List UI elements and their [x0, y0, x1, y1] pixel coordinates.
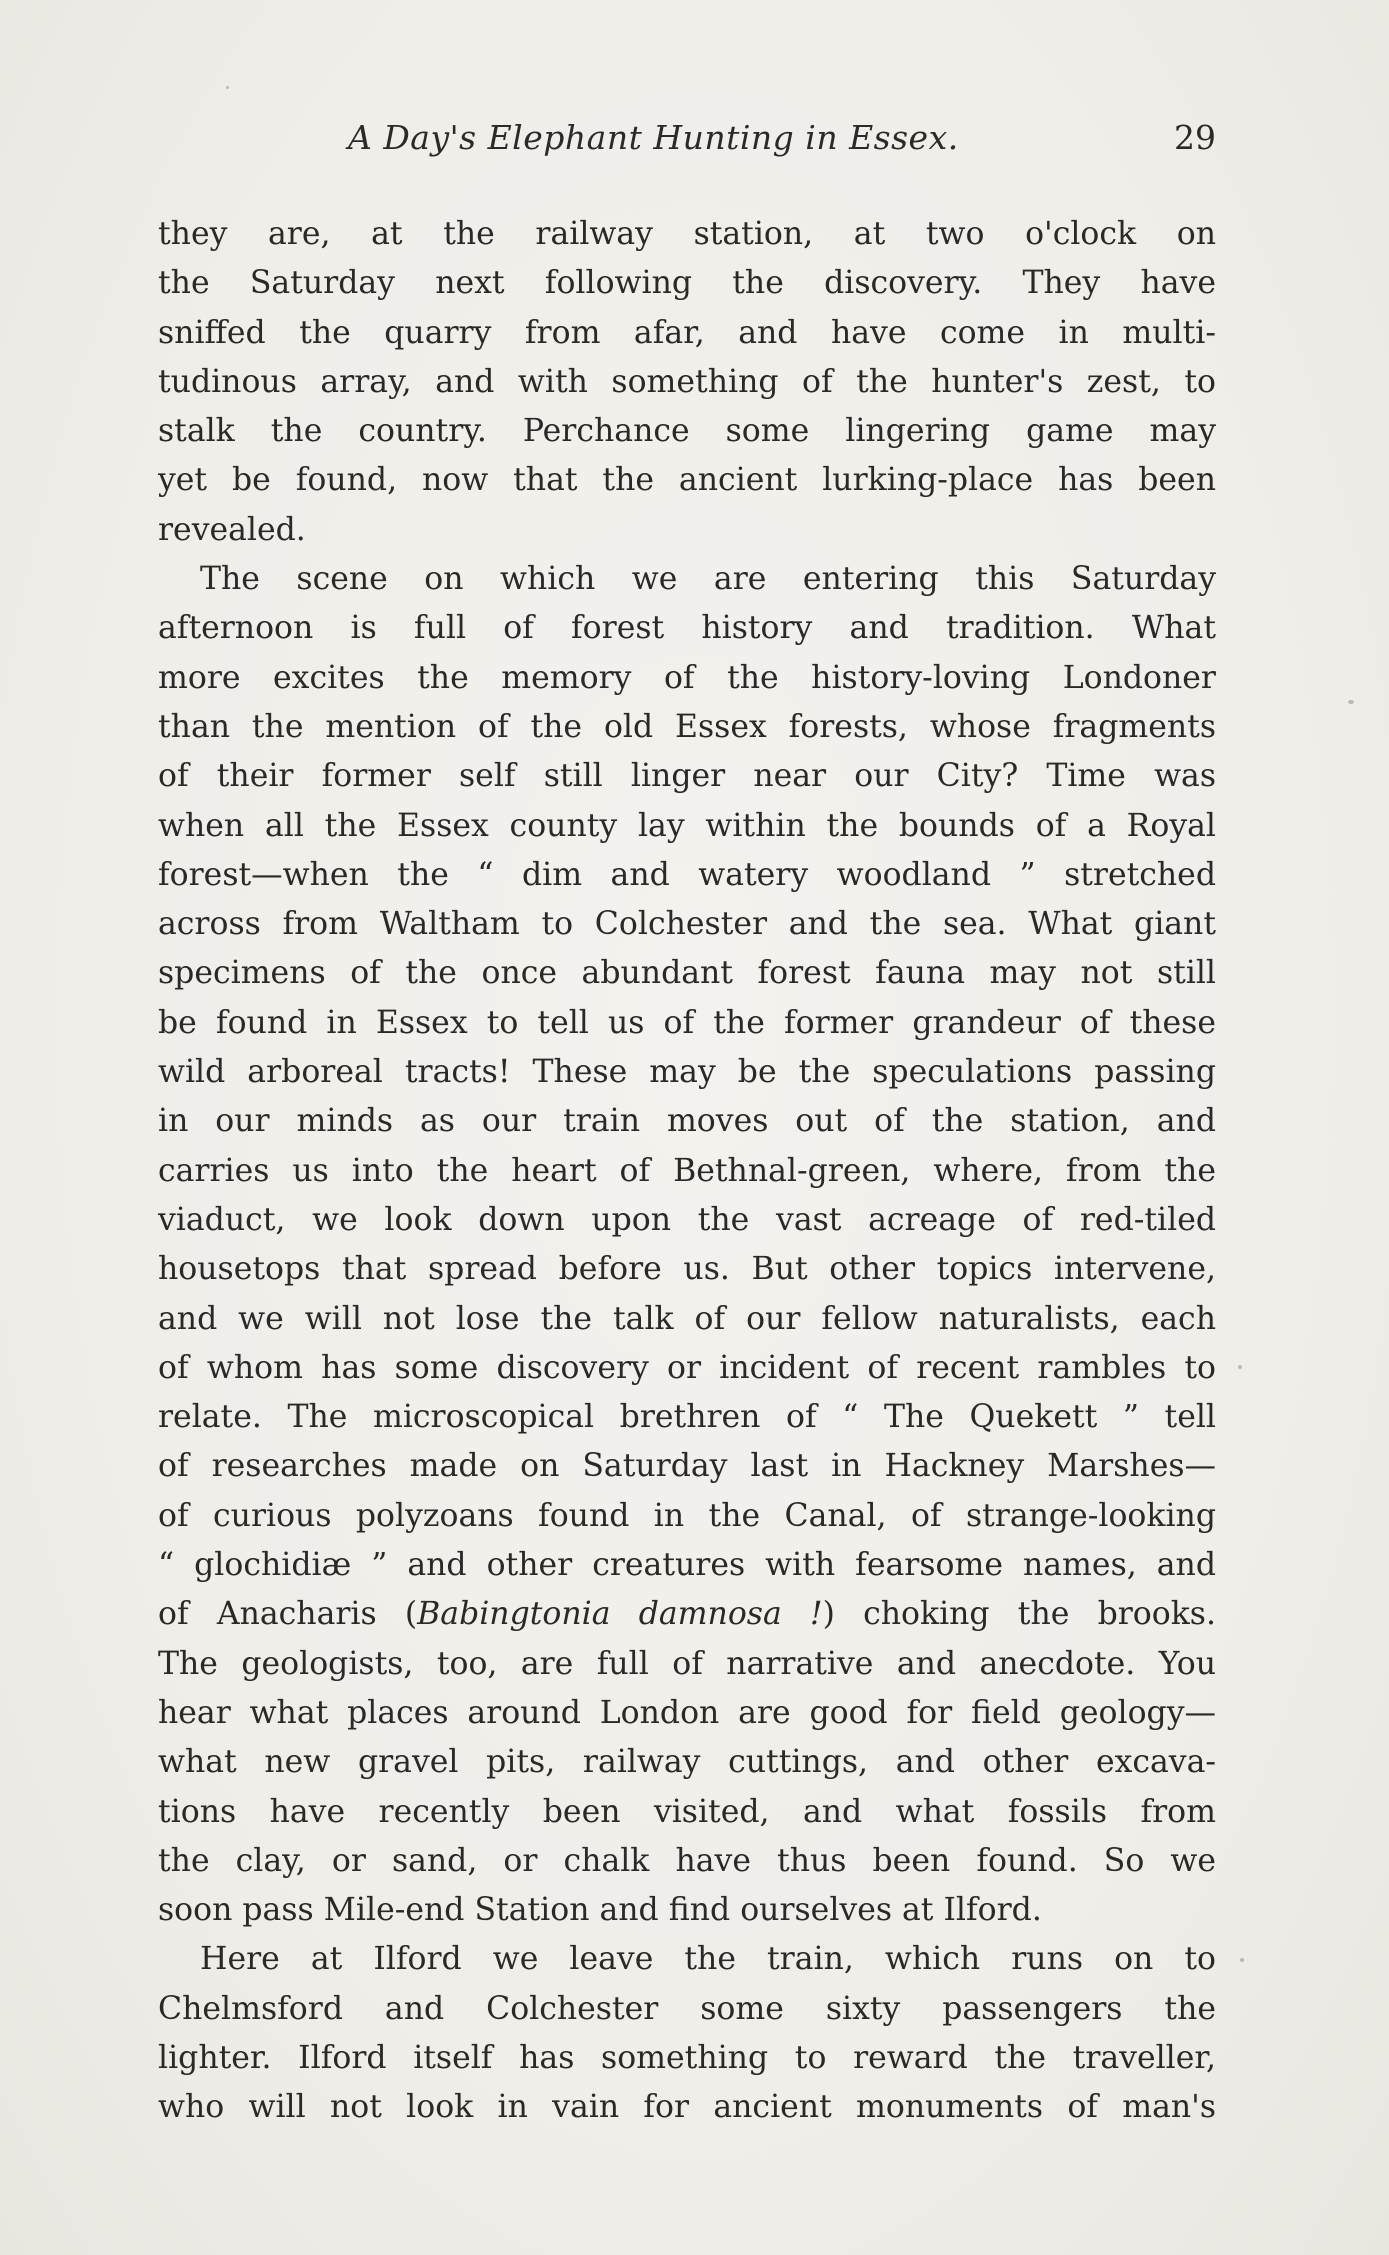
- line-italic-text: Babingtonia damnosa !: [417, 1596, 823, 1633]
- line-text: than the mention of the old Essex forests, whose fragments: [158, 708, 1216, 745]
- body-text: [158, 210, 1216, 2133]
- print-speck: [1240, 1958, 1244, 1962]
- text-line: [158, 1985, 1216, 2034]
- line-text: of their former self still linger near our City? Time was: [158, 758, 1216, 795]
- line-text: wild arboreal tracts! These may be the speculations passing: [158, 1054, 1216, 1091]
- text-line: [158, 1442, 1216, 1491]
- line-text: The scene on which we are entering this Saturday: [200, 561, 1216, 598]
- text-line: [158, 900, 1216, 949]
- line-text: and we will not lose the talk of our fellow naturalists, each: [158, 1300, 1216, 1337]
- text-line: [158, 259, 1216, 308]
- line-text: forest—when the “ dim and watery woodland ” stretched: [158, 856, 1216, 893]
- line-text: in our minds as our train moves out of the station, and: [158, 1103, 1216, 1140]
- text-line: [158, 358, 1216, 407]
- print-speck: [226, 86, 229, 89]
- line-text: lighter. Ilford itself has something to reward the traveller,: [158, 2039, 1216, 2076]
- line-text: Chelmsford and Colchester some sixty passengers the: [158, 1990, 1216, 2027]
- text-line: [158, 604, 1216, 653]
- text-line: [158, 1295, 1216, 1344]
- text-line: [158, 407, 1216, 456]
- line-text: when all the Essex county lay within the bounds of a Royal: [158, 807, 1216, 844]
- line-text: revealed.: [158, 511, 306, 548]
- running-head: [158, 118, 1216, 178]
- line-text: across from Waltham to Colchester and the sea. What giant: [158, 906, 1216, 943]
- line-text: The geologists, too, are full of narrative and anecdote. You: [158, 1645, 1216, 1682]
- text-line: [158, 309, 1216, 358]
- text-line: [158, 1541, 1216, 1590]
- text-line: [158, 1344, 1216, 1393]
- text-line: [158, 1590, 1216, 1639]
- line-text: Here at Ilford we leave the train, which runs on to: [200, 1941, 1216, 1978]
- text-line: [158, 2083, 1216, 2132]
- line-text: specimens of the once abundant forest fauna may not still: [158, 955, 1216, 992]
- text-line: [158, 1689, 1216, 1738]
- running-title: A Day's Elephant Hunting in Essex.: [348, 118, 959, 157]
- text-line: [158, 1837, 1216, 1886]
- line-text: be found in Essex to tell us of the former grandeur of these: [158, 1004, 1216, 1041]
- line-text: tions have recently been visited, and what fossils from: [158, 1793, 1216, 1830]
- page-number: 29: [1174, 118, 1216, 157]
- line-text: they are, at the railway station, at two o'clock on: [158, 216, 1216, 252]
- line-text: carries us into the heart of Bethnal-green, where, from the: [158, 1152, 1216, 1189]
- text-line: [158, 1788, 1216, 1837]
- text-line: [158, 1886, 1216, 1935]
- line-text: “ glochidiæ ” and other creatures with fearsome names, and: [158, 1547, 1216, 1584]
- line-text: the Saturday next following the discovery. They have: [158, 265, 1216, 302]
- line-text: viaduct, we look down upon the vast acreage of red-tiled: [158, 1201, 1216, 1238]
- line-text: of researches made on Saturday last in Hackney Marshes—: [158, 1448, 1216, 1485]
- text-line: [158, 851, 1216, 900]
- line-text: yet be found, now that the ancient lurking-place has been: [158, 462, 1216, 499]
- line-text: who will not look in vain for ancient monuments of man's: [158, 2089, 1216, 2126]
- line-text-after: ) choking the brooks.: [822, 1596, 1216, 1633]
- text-line: [158, 555, 1216, 604]
- text-line: [158, 456, 1216, 505]
- line-text: more excites the memory of the history-loving Londoner: [158, 659, 1216, 696]
- line-text: relate. The microscopical brethren of “ The Quekett ” tell: [158, 1399, 1216, 1436]
- text-line: [158, 1245, 1216, 1294]
- text-line: [158, 1097, 1216, 1146]
- text-line: [158, 1147, 1216, 1196]
- line-text: tudinous array, and with something of the hunter's zest, to: [158, 363, 1216, 400]
- text-line: [158, 1393, 1216, 1442]
- line-text: stalk the country. Perchance some lingering game may: [158, 413, 1216, 450]
- text-line: [158, 2034, 1216, 2083]
- text-line: [158, 1935, 1216, 1984]
- text-line: [158, 949, 1216, 998]
- line-text: hear what places around London are good for field geology—: [158, 1694, 1216, 1731]
- line-text: soon pass Mile-end Station and find ourselves at Ilford.: [158, 1892, 1042, 1929]
- text-line: [158, 654, 1216, 703]
- text-line: [158, 506, 1216, 555]
- line-text: the clay, or sand, or chalk have thus been found. So we: [158, 1842, 1216, 1879]
- text-line: [158, 999, 1216, 1048]
- text-line: [158, 210, 1216, 259]
- line-text: of Anacharis (: [158, 1596, 418, 1633]
- text-line: [158, 1048, 1216, 1097]
- line-text: sniffed the quarry from afar, and have come in multi-: [158, 314, 1216, 351]
- line-text: housetops that spread before us. But other topics intervene,: [158, 1251, 1216, 1288]
- line-text: of whom has some discovery or incident of recent rambles to: [158, 1349, 1216, 1386]
- text-line: [158, 752, 1216, 801]
- line-text: afternoon is full of forest history and tradition. What: [158, 610, 1216, 647]
- text-line: [158, 1196, 1216, 1245]
- text-line: [158, 703, 1216, 752]
- text-line: [158, 1640, 1216, 1689]
- text-line: [158, 802, 1216, 851]
- print-speck: [1238, 1365, 1242, 1369]
- print-speck: [1348, 700, 1354, 704]
- line-text: of curious polyzoans found in the Canal, of strange-looking: [158, 1497, 1216, 1534]
- line-text: what new gravel pits, railway cuttings, and other excava-: [158, 1744, 1216, 1781]
- text-line: [158, 1738, 1216, 1787]
- text-line: [158, 1492, 1216, 1541]
